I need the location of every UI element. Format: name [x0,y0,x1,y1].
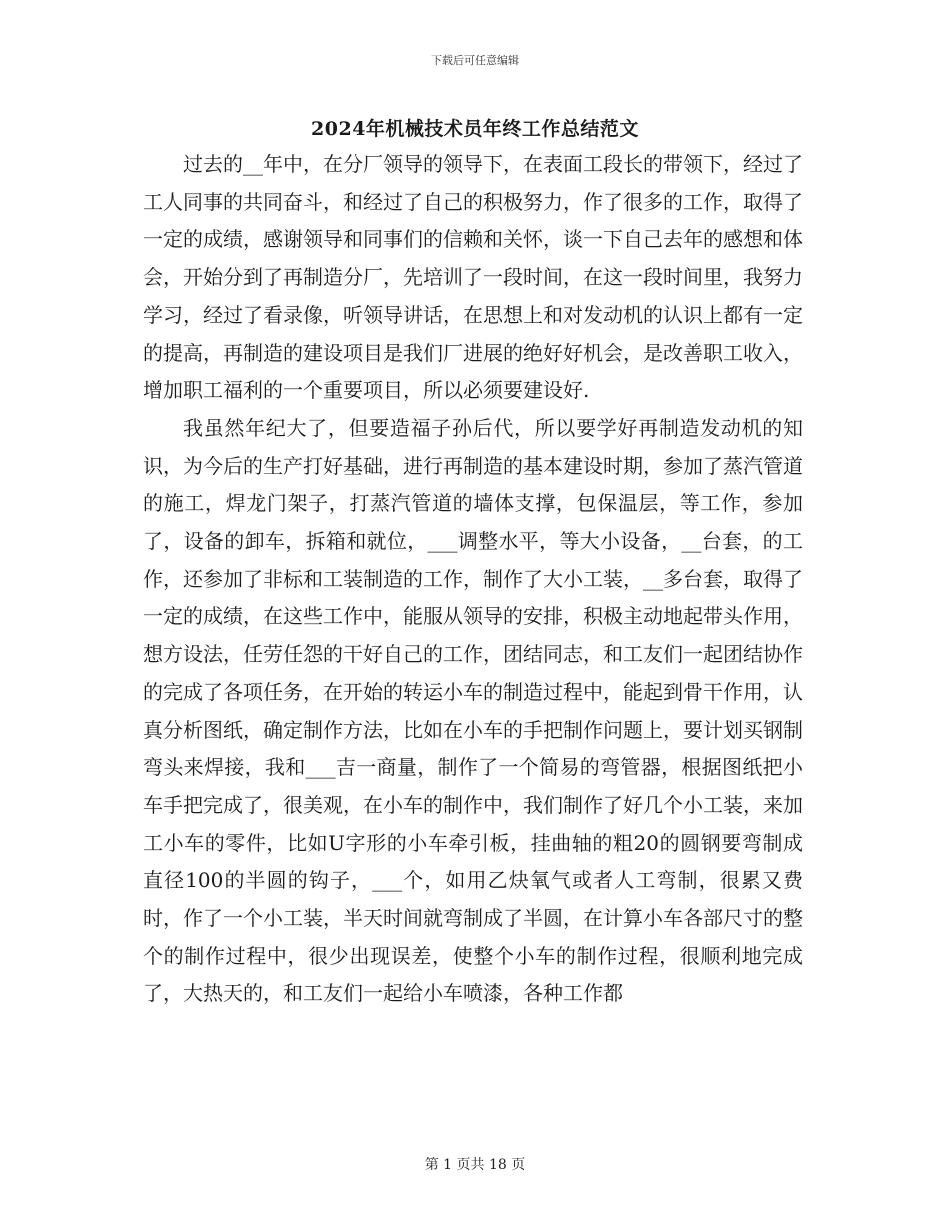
document-title: 2024年机械技术员年终工作总结范文 [311,118,639,140]
page-header-note: 下载后可任意编辑 [431,54,519,67]
paragraph-1: 过去的__年中，在分厂领导的领导下，在表面工段长的带领下，经过了工人同事的共同奋斗，和经过了自己的积极努力，作了很多的工作，取得了一定的成绩，感谢领导和同事们的信赖和关怀，谈一下自己去年的感想和体会，开始分到了再制造分厂，先培训了一段时间，在这一段时间里，我努力学习，经过了看录像，听领导讲话，在思想上和对发动机的认识上都有一定的提高，再制造的建设项目是我们厂进展的绝好好机会，是改善职工收入，增加职工福利的一个重要项目，所以必须要建设好. [143,152,803,403]
document-body [143,146,803,1013]
page-number: 第 1 页共 18 页 [424,1157,526,1173]
paragraph-2: 我虽然年纪大了，但要造福子孙后代，所以要学好再制造发动机的知识，为今后的生产打好基础，进行再制造的基本建设时期，参加了蒸汽管道的施工，焊龙门架子，打蒸汽管道的墙体支撑，包保温层，等工作，参加了，设备的卸车，拆箱和就位，___调整水平，等大小设备，__台套，的工作，还参加了非标和工装制造的工作，制作了大小工装，__多台套，取得了一定的成绩，在这些工作中，能服从领导的安排，积极主动地起带头作用，想方设法，任劳任怨的干好自己的工作，团结同志，和工友们一起团结协作的完成了各项任务，在开始的转运小车的制造过程中，能起到骨干作用，认真分析图纸，确定制作方法，比如在小车的手把制作问题上，要计划买钢制弯头来焊接，我和___吉一商量，制作了一个简易的弯管器，根据图纸把小车手把完成了，很美观，在小车的制作中，我们制作了好几个小工装，来加工小车的零件，比如U字形的小车牵引板，挂曲轴的粗20的圆钢要弯制成直径100的半圆的钩子，___个，如用乙炔氧气或者人工弯制，很累又费时，作了一个小工装，半天时间就弯制成了半圆，在计算小车各部尺寸的整个的制作过程中，很少出现误差，使整个小车的制作过程，很顺利地完成了，大热天的，和工友们一起给小车喷漆，各种工作都 [143,415,803,1006]
